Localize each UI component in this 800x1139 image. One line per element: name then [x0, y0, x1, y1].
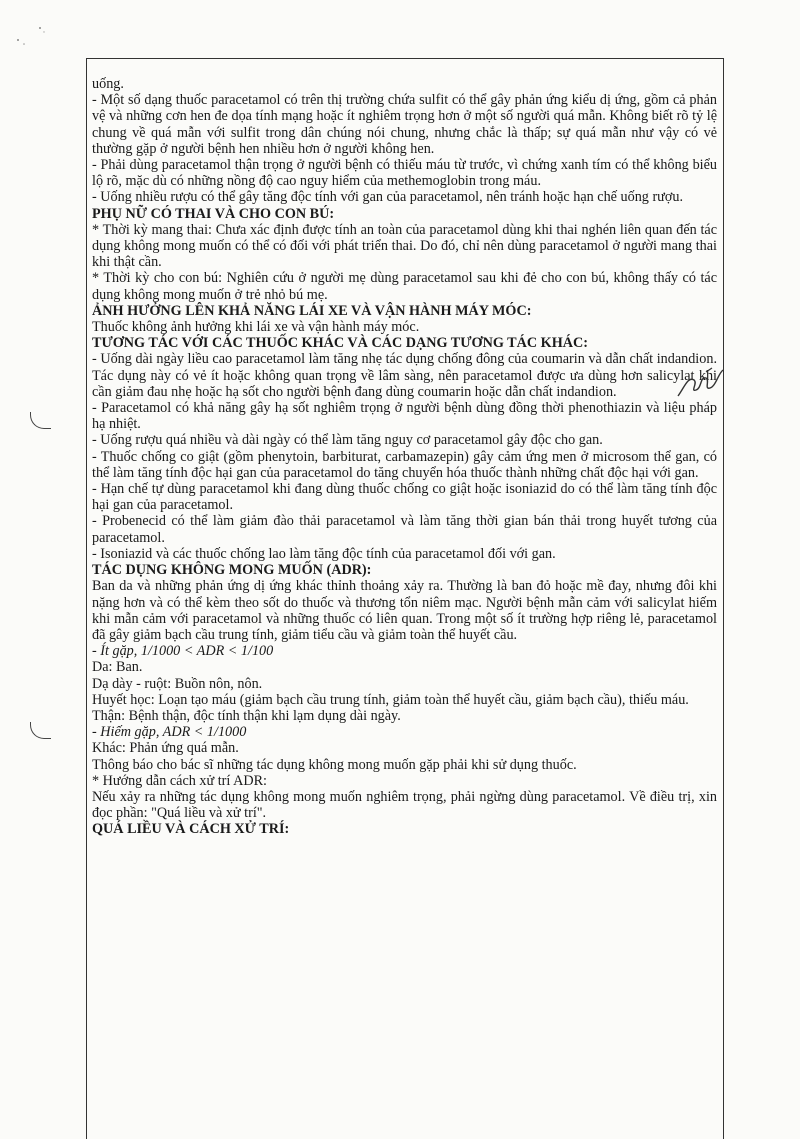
- frequency-label: - Ít gặp, 1/1000 < ADR < 1/100: [92, 643, 274, 660]
- section-heading: TÁC DỤNG KHÔNG MONG MUỐN (ADR):: [92, 562, 372, 579]
- paragraph: - Isoniazid và các thuốc chống lao làm tăng độc tính của paracetamol đối với gan.: [92, 545, 556, 562]
- paragraph: - Probenecid có thể làm giảm đào thải paracetamol và làm tăng thời gian bán thải trong huyết tương của paracetamol.: [92, 513, 717, 546]
- section-heading: QUÁ LIỀU VÀ CÁCH XỬ TRÍ:: [92, 821, 290, 838]
- paragraph: - Uống dài ngày liều cao paracetamol làm tăng nhẹ tác dụng chống đông của coumarin và dẫn chất indandion. Tác dụng này có vẻ ít hoặc không quan trọng về lâm sàng, nên paracetamol được ưa dùng hơn salicylat khi cần giảm đau nhẹ hoặc hạ sốt cho người bệnh đang dùng coumarin hoặc dẫn chất indandion.: [92, 351, 717, 400]
- section-heading: TƯƠNG TÁC VỚI CÁC THUỐC KHÁC VÀ CÁC DẠNG TƯƠNG TÁC KHÁC:: [92, 335, 588, 352]
- paragraph: Da: Ban.: [92, 659, 143, 676]
- paragraph: Ban da và những phản ứng dị ứng khác thỉnh thoảng xảy ra. Thường là ban đỏ hoặc mề đay, nhưng đôi khi nặng hơn và có thể kèm theo sốt do thuốc và thương tổn niêm mạc. Người bệnh mẫn cảm với salicylat hiếm khi mẫn cảm với paracetamol và những thuốc có liên quan. Trong một số ít trường hợp riêng lẻ, paracetamol đã gây giảm bạch cầu trung tính, giảm tiểu cầu và giảm toàn thể huyết cầu.: [92, 578, 717, 643]
- initials-signature: [676, 366, 726, 400]
- paragraph: - Uống rượu quá nhiều và dài ngày có thể làm tăng nguy cơ paracetamol gây độc cho gan.: [92, 432, 603, 449]
- section-heading: ẢNH HƯỞNG LÊN KHẢ NĂNG LÁI XE VÀ VẬN HÀNH MÁY MÓC:: [92, 302, 532, 319]
- paragraph: Thuốc không ảnh hưởng khi lái xe và vận hành máy móc.: [92, 319, 420, 336]
- paragraph: * Thời kỳ mang thai: Chưa xác định được tính an toàn của paracetamol dùng khi thai nghén liên quan đến tác dụng không mong muốn có thể có đối với phát triển thai. Do đó, chỉ nên dùng paracetamol ở người mang thai khi thật cần.: [92, 221, 717, 271]
- paragraph: Thận: Bệnh thận, độc tính thận khi lạm dụng dài ngày.: [92, 707, 401, 724]
- frequency-label: - Hiếm gặp, ADR < 1/1000: [92, 724, 247, 741]
- binding-mark: [30, 412, 51, 429]
- paragraph: Huyết học: Loạn tạo máu (giảm bạch cầu trung tính, giảm toàn thể huyết cầu, giảm bạch cầu), thiếu máu.: [92, 691, 689, 708]
- paragraph: uống.: [92, 76, 124, 92]
- paragraph: - Phải dùng paracetamol thận trọng ở người bệnh có thiếu máu từ trước, vì chứng xanh tím có thể không biểu lộ rõ, mặc dù có những nồng độ cao nguy hiểm của methemoglobin trong máu.: [92, 157, 717, 190]
- paragraph: Khác: Phản ứng quá mẫn.: [92, 740, 239, 757]
- scan-speckles: [10, 12, 50, 52]
- paragraph: - Paracetamol có khả năng gây hạ sốt nghiêm trọng ở người bệnh dùng đồng thời phenothiazin và liệu pháp hạ nhiệt.: [92, 400, 717, 433]
- paragraph: Nếu xảy ra những tác dụng không mong muốn nghiêm trọng, phải ngừng dùng paracetamol. Về điều trị, xin đọc phần: "Quá liều và xử trí".: [92, 788, 717, 822]
- paragraph: Thông báo cho bác sĩ những tác dụng không mong muốn gặp phải khi sử dụng thuốc.: [92, 756, 577, 773]
- paragraph: * Thời kỳ cho con bú: Nghiên cứu ở người mẹ dùng paracetamol sau khi đẻ cho con bú, không thấy có tác dụng không mong muốn ở trẻ nhỏ bú mẹ.: [92, 270, 717, 303]
- paragraph: - Thuốc chống co giật (gồm phenytoin, barbiturat, carbamazepin) gây cảm ứng men ở microsom thể gan, có thể làm tăng tính độc hại gan của paracetamol do tăng chuyển hóa thuốc thành những chất độc hại với gan.: [92, 448, 717, 481]
- binding-mark: [30, 722, 51, 739]
- paragraph: - Uống nhiều rượu có thể gây tăng độc tính với gan của paracetamol, nên tránh hoặc hạn chế uống rượu.: [92, 189, 684, 206]
- paragraph: * Hướng dẫn cách xử trí ADR:: [92, 772, 267, 789]
- paragraph: Dạ dày - ruột: Buồn nôn, nôn.: [92, 675, 263, 692]
- paragraph: - Một số dạng thuốc paracetamol có trên thị trường chứa sulfit có thể gây phản ứng kiểu dị ứng, gồm cả phản vệ và những cơn hen đe dọa tính mạng hoặc ít nghiêm trọng hơn ở một số người quá mẫn. Không biết rõ tỷ lệ chung về quá mẫn với sulfit trong dân chúng nói chung, nhưng chắc là thấp; sự quá mẫn như vậy có vẻ thường gặp ở người bệnh hen nhiều hơn ở người không hen.: [92, 92, 717, 157]
- section-heading: PHỤ NỮ CÓ THAI VÀ CHO CON BÚ:: [92, 205, 335, 222]
- document-body: [92, 76, 717, 838]
- paragraph: - Hạn chế tự dùng paracetamol khi đang dùng thuốc chống co giật hoặc isoniazid do có thể làm tăng tính độc hại gan của paracetamol.: [92, 481, 717, 514]
